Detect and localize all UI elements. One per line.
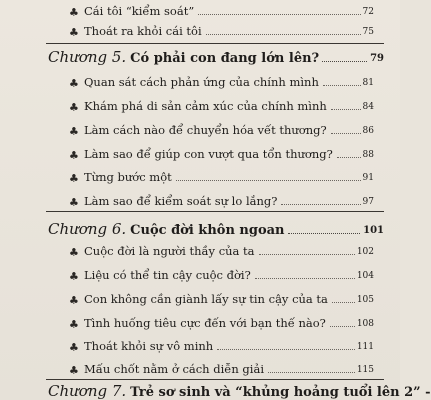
toc-entry	[69, 240, 374, 259]
leader-dots	[331, 133, 361, 134]
club-bullet-icon: ♣	[69, 196, 79, 209]
club-bullet-icon: ♣	[69, 149, 79, 162]
leader-dots	[268, 372, 355, 373]
entry-title: Làm sao để kiểm soát sự lo lắng?	[84, 194, 278, 208]
leader-dots	[323, 85, 361, 86]
club-bullet-icon: ♣	[69, 364, 79, 377]
chapter-title: Cuộc đời khôn ngoan	[130, 223, 285, 238]
leader-dots	[259, 254, 355, 255]
entry-title: Cái tôi “kiểm soát”	[84, 4, 195, 18]
leader-dots	[206, 34, 361, 35]
entry-title: Từng bước một	[84, 170, 172, 184]
club-bullet-icon: ♣	[69, 6, 79, 19]
entry-page: 81	[362, 78, 374, 88]
entry-title: Con không cần giành lấy sự tin cậy của ta	[84, 292, 328, 306]
entry-title: Làm cách nào để chuyển hóa vết thương?	[84, 123, 327, 137]
chapter-title: Có phải con đang lớn lên?	[130, 51, 320, 66]
entry-page: 86	[362, 126, 374, 136]
entry-page: 104	[356, 271, 374, 281]
entry-page: 105	[356, 295, 374, 305]
leader-dots	[331, 109, 361, 110]
entry-title: Quan sát cách phản ứng của chính mình	[84, 75, 319, 89]
club-bullet-icon: ♣	[69, 318, 79, 331]
club-bullet-icon: ♣	[69, 101, 79, 114]
entry-page: 91	[362, 173, 374, 183]
entry-page: 88	[362, 150, 374, 160]
entry-page: 97	[362, 197, 374, 207]
club-bullet-icon: ♣	[69, 270, 79, 283]
chapter-heading	[48, 214, 384, 238]
leader-dots	[281, 204, 360, 205]
entry-page: 75	[362, 27, 374, 37]
chapter-title: Trẻ sơ sinh và “khủng hoảng tuổi lên 2” -	[130, 385, 431, 400]
chapter-page: 79	[370, 53, 384, 64]
leader-dots	[332, 302, 355, 303]
toc-entry	[69, 288, 374, 307]
chapter-label: Chương 7.	[48, 382, 127, 400]
chapter-page: 101	[363, 225, 384, 236]
toc-entry	[69, 0, 374, 19]
leader-dots	[337, 157, 361, 158]
entry-title: Thoát ra khỏi cái tôi	[84, 24, 202, 38]
entry-page: 102	[356, 247, 374, 257]
entry-page: 72	[362, 7, 374, 17]
toc-entry	[69, 71, 374, 90]
leader-dots	[176, 180, 361, 181]
entry-page: 115	[356, 365, 374, 375]
club-bullet-icon: ♣	[69, 125, 79, 138]
leader-dots	[288, 233, 361, 234]
club-bullet-icon: ♣	[69, 294, 79, 307]
leader-dots	[198, 14, 360, 15]
chapter-label: Chương 6.	[48, 220, 127, 238]
club-bullet-icon: ♣	[69, 26, 79, 39]
toc-entry	[69, 358, 374, 377]
entry-title: Liệu có thể tin cậy cuộc đời?	[84, 268, 251, 282]
entry-page: 84	[362, 102, 374, 112]
chapter-heading	[48, 376, 431, 400]
toc-entry	[69, 20, 374, 39]
chapter-label: Chương 5.	[48, 48, 127, 66]
club-bullet-icon: ♣	[69, 246, 79, 259]
entry-title: Thoát khỏi sự vô minh	[84, 339, 214, 353]
toc-entry	[69, 190, 374, 209]
toc-entry	[69, 335, 374, 354]
leader-dots	[322, 61, 367, 62]
club-bullet-icon: ♣	[69, 172, 79, 185]
entry-page: 111	[356, 342, 374, 352]
toc-entry	[69, 143, 374, 162]
club-bullet-icon: ♣	[69, 341, 79, 354]
entry-page: 108	[356, 319, 374, 329]
club-bullet-icon: ♣	[69, 77, 79, 90]
entry-title: Làm sao để giúp con vượt qua tổn thương?	[84, 147, 333, 161]
leader-dots	[217, 349, 355, 350]
entry-title: Cuộc đời là người thầy của ta	[84, 244, 255, 258]
toc-entry	[69, 264, 374, 283]
leader-dots	[330, 326, 355, 327]
toc-entry	[69, 166, 374, 185]
chapter-heading	[48, 42, 384, 66]
divider-rule	[46, 211, 384, 212]
entry-title: Tình huống tiêu cực đến với bạn thế nào?	[84, 316, 326, 330]
entry-title: Mấu chốt nằm ở cách diễn giải	[84, 362, 264, 376]
toc-entry	[69, 95, 374, 114]
toc-entry	[69, 119, 374, 138]
toc-entry	[69, 312, 374, 331]
entry-title: Khám phá di sản cảm xúc của chính mình	[84, 99, 327, 113]
leader-dots	[255, 278, 355, 279]
